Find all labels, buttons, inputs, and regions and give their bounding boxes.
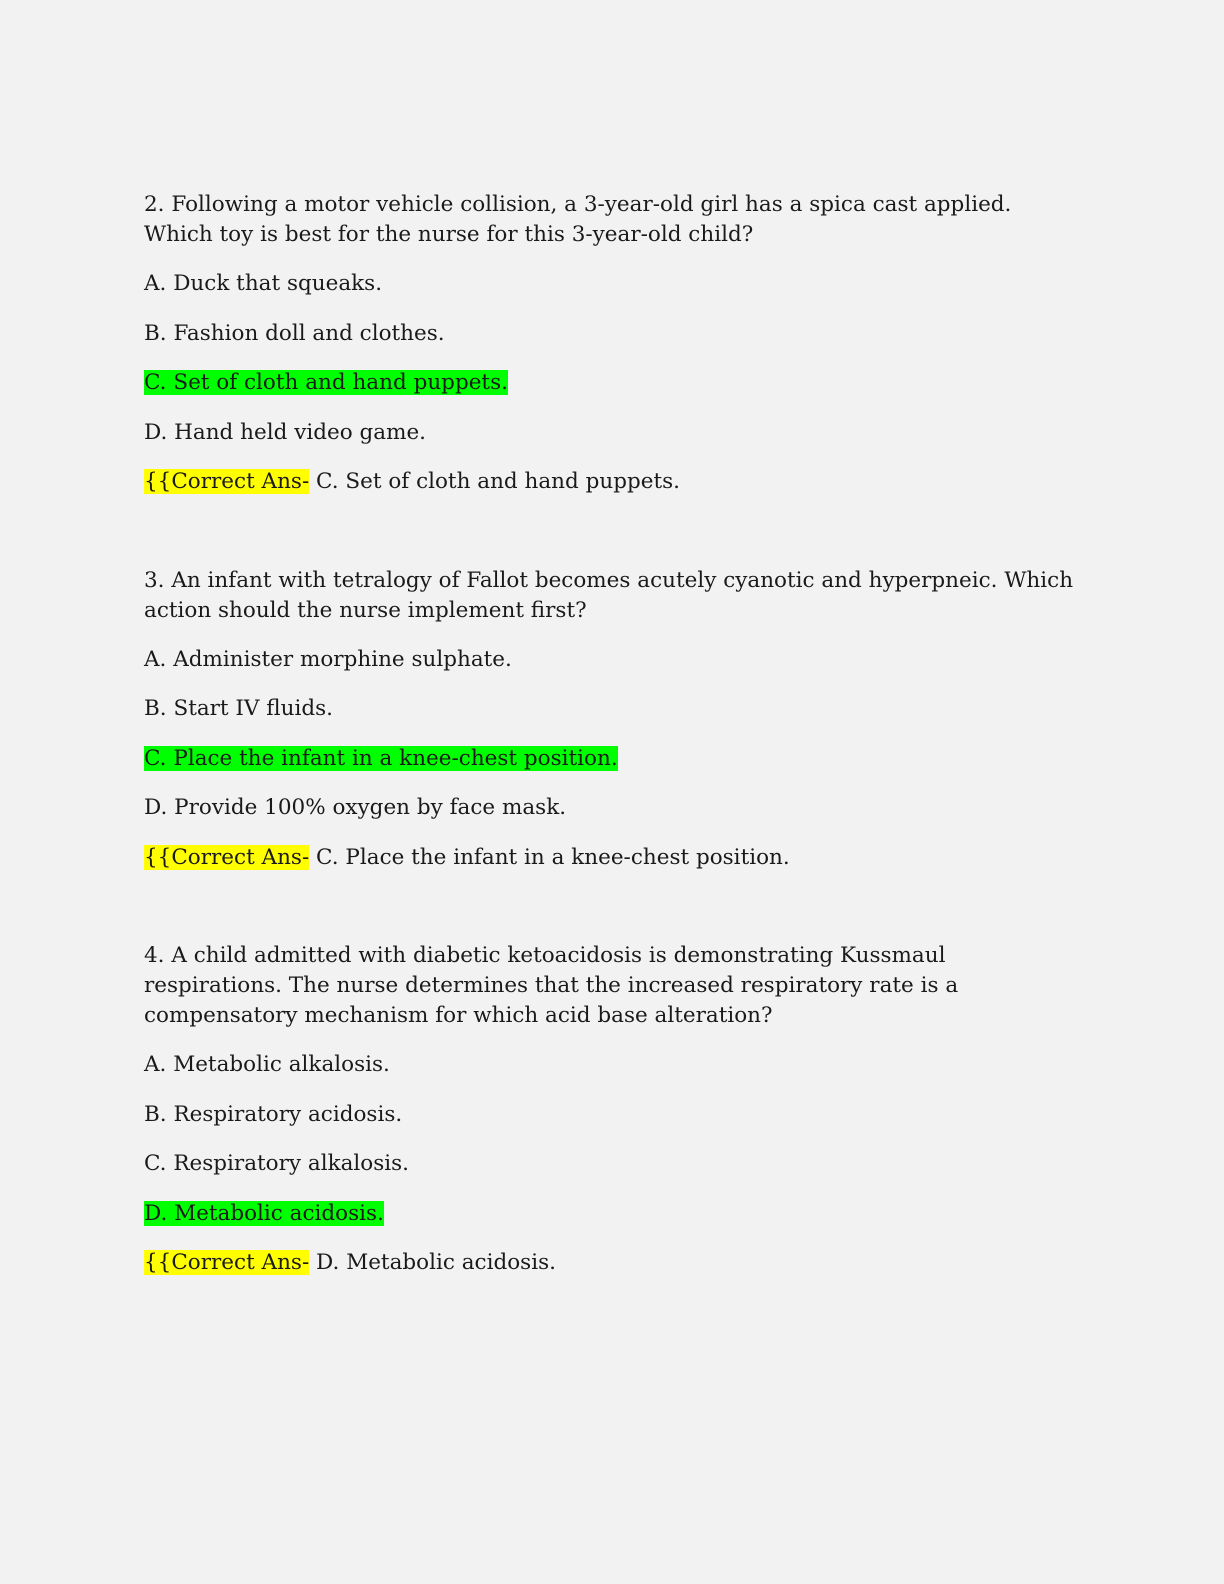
correct-answer-label: {{Correct Ans- bbox=[144, 469, 310, 494]
option-d-correct bbox=[144, 1199, 1084, 1229]
option-d bbox=[144, 418, 1084, 448]
option-text: B. Fashion doll and clothes. bbox=[144, 320, 445, 346]
option-d bbox=[144, 793, 1084, 823]
option-text: D. Hand held video game. bbox=[144, 419, 427, 445]
option-a bbox=[144, 269, 1084, 299]
highlighted-option-text: D. Metabolic acidosis. bbox=[144, 1200, 384, 1226]
correct-answer-text: C. Place the infant in a knee-chest position. bbox=[309, 844, 790, 870]
highlighted-option-text: C. Place the infant in a knee-chest position. bbox=[144, 745, 618, 771]
option-b bbox=[144, 319, 1084, 349]
option-text: A. Metabolic alkalosis. bbox=[144, 1052, 390, 1077]
question-spacer bbox=[144, 892, 1084, 941]
option-b bbox=[144, 1100, 1084, 1130]
option-a bbox=[144, 1050, 1084, 1080]
question-4 bbox=[144, 941, 1084, 1278]
option-b bbox=[144, 694, 1084, 724]
correct-answer-text: D. Metabolic acidosis. bbox=[309, 1250, 556, 1275]
correct-answer-line bbox=[144, 1248, 1084, 1278]
option-text: B. Start IV fluids. bbox=[144, 696, 333, 721]
option-c-correct bbox=[144, 744, 1084, 774]
highlighted-option-text: C. Set of cloth and hand puppets. bbox=[144, 370, 508, 395]
correct-answer-line bbox=[144, 843, 1084, 873]
option-text: A. Administer morphine sulphate. bbox=[144, 646, 512, 672]
document-page bbox=[144, 190, 1084, 1298]
option-c bbox=[144, 1149, 1084, 1179]
option-text: A. Duck that squeaks. bbox=[144, 271, 383, 296]
correct-answer-line bbox=[144, 467, 1084, 497]
correct-answer-label: {{Correct Ans- bbox=[144, 844, 310, 870]
option-text: D. Provide 100% oxygen by face mask. bbox=[144, 795, 567, 820]
question-stem: 3. An infant with tetralogy of Fallot becomes acutely cyanotic and hyperpneic. Which action should the nurse implement first? bbox=[144, 567, 1074, 623]
question-stem: 2. Following a motor vehicle collision, a 3-year-old girl has a spica cast applied. Which toy is best for the nurse for this 3-year-old child? bbox=[144, 192, 1012, 247]
correct-answer-text: C. Set of cloth and hand puppets. bbox=[309, 469, 680, 494]
question-3 bbox=[144, 566, 1084, 873]
option-text: B. Respiratory acidosis. bbox=[144, 1101, 403, 1127]
question-stem: 4. A child admitted with diabetic ketoacidosis is demonstrating Kussmaul respirations. The nurse determines that the increased respiratory rate is a compensatory mechanism for which acid base alteration? bbox=[144, 943, 959, 1028]
option-c-correct bbox=[144, 368, 1084, 398]
option-text: C. Respiratory alkalosis. bbox=[144, 1151, 410, 1176]
option-a bbox=[144, 645, 1084, 675]
correct-answer-label: {{Correct Ans- bbox=[144, 1250, 310, 1275]
question-spacer bbox=[144, 517, 1084, 566]
question-2 bbox=[144, 190, 1084, 497]
